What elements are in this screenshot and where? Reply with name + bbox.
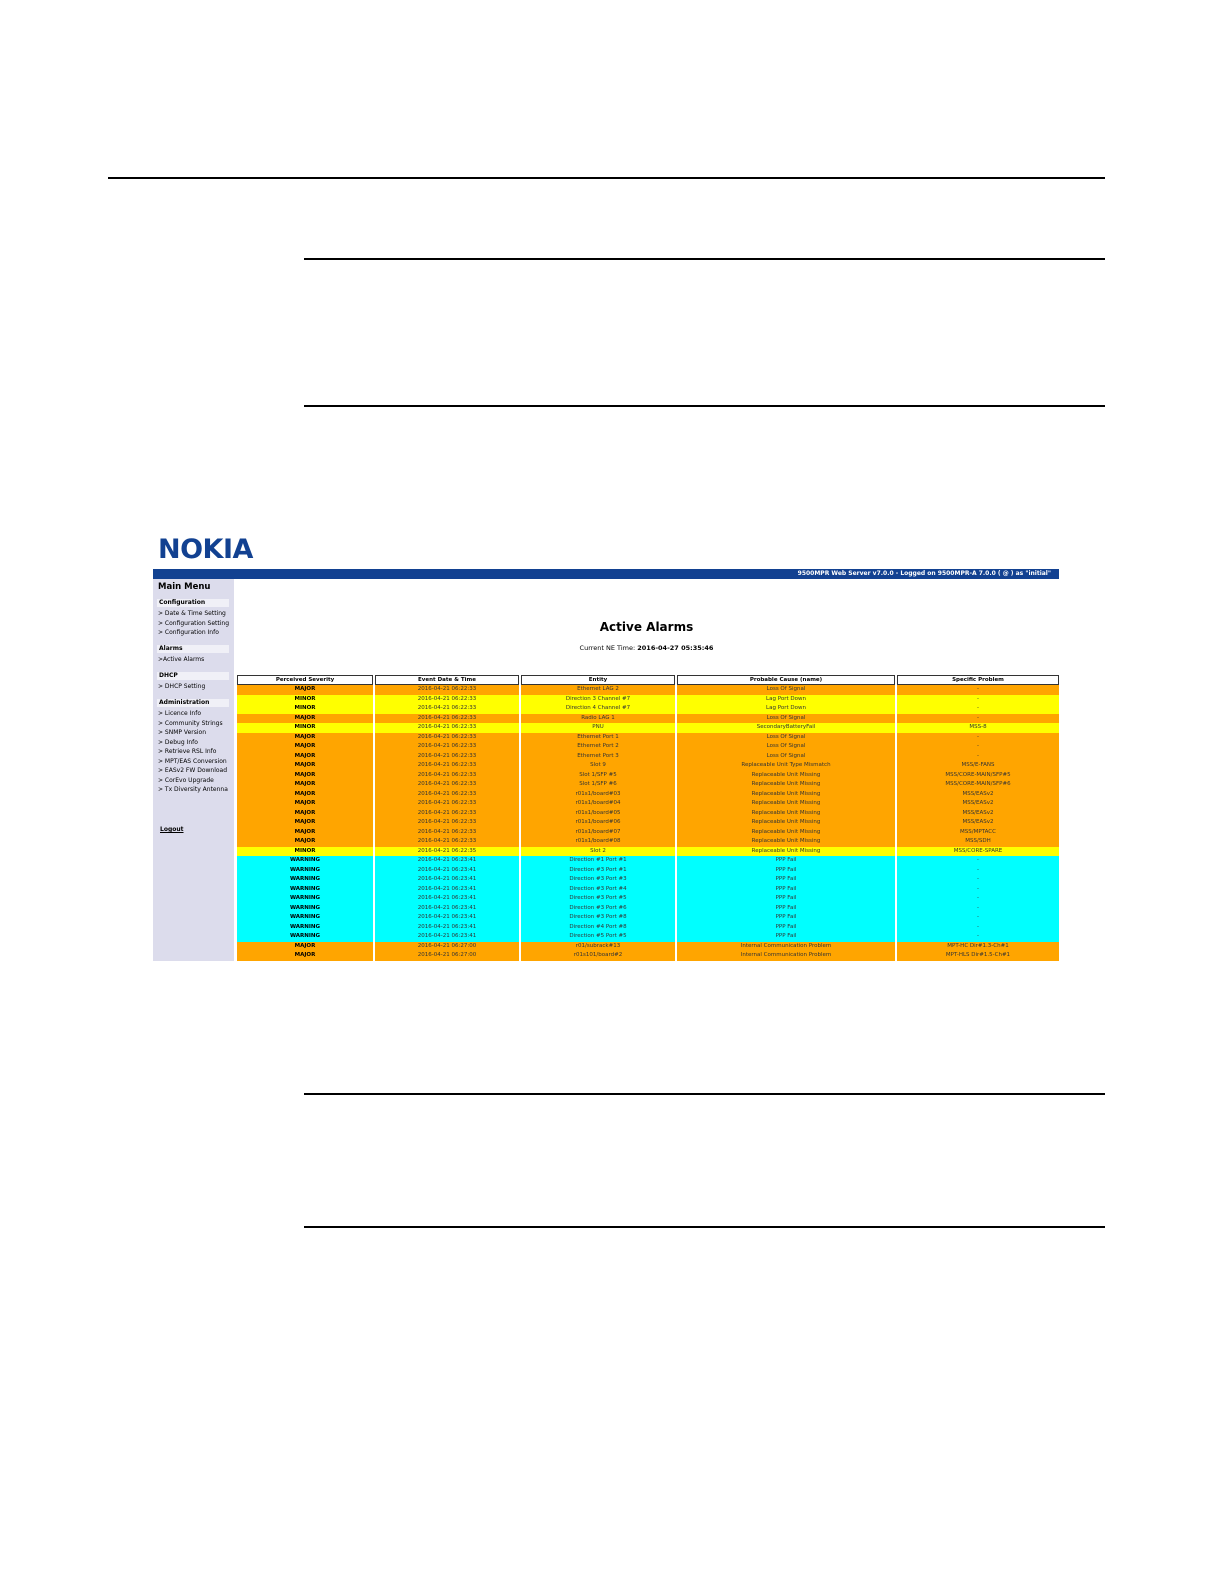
menu-tx-diversity-antenna[interactable]: > Tx Diversity Antenna [158,786,228,793]
probable-cause-cell: Loss Of Signal [677,714,895,724]
alarms-table-body [237,685,1059,961]
menu-licence-info[interactable]: > Licence Info [158,710,201,717]
entity-cell: PNU [521,723,675,733]
probable-cause-cell: Lag Port Down [677,704,895,714]
section-rule-3 [304,1093,1105,1095]
table-row[interactable] [237,856,1059,866]
probable-cause-cell: Lag Port Down [677,695,895,705]
specific-problem-cell: - [897,894,1059,904]
header-event-date-time[interactable]: Event Date & Time [375,675,519,685]
table-row[interactable] [237,742,1059,752]
menu-date-time-setting[interactable]: > Date & Time Setting [158,610,226,617]
specific-problem-cell: MSS/SDH [897,837,1059,847]
event-time-cell: 2016-04-21 06:27:00 [375,951,519,961]
event-time-cell: 2016-04-21 06:27:00 [375,942,519,952]
event-time-cell: 2016-04-21 06:23:41 [375,894,519,904]
event-time-cell: 2016-04-21 06:23:41 [375,923,519,933]
entity-cell: Slot 9 [521,761,675,771]
entity-cell: Direction #4 Port #8 [521,923,675,933]
main-menu-title: Main Menu [158,582,211,592]
event-time-cell: 2016-04-21 06:23:41 [375,913,519,923]
section-rule-2 [304,405,1105,407]
severity-cell: MAJOR [237,828,373,838]
table-row[interactable] [237,780,1059,790]
entity-cell: Ethernet Port 1 [521,733,675,743]
severity-cell: WARNING [237,904,373,914]
probable-cause-cell: PPP Fail [677,904,895,914]
nokia-logo: NOKIA [158,534,253,565]
event-time-cell: 2016-04-21 06:22:33 [375,771,519,781]
severity-cell: MINOR [237,695,373,705]
event-time-cell: 2016-04-21 06:23:41 [375,875,519,885]
severity-cell: MINOR [237,847,373,857]
table-row[interactable] [237,875,1059,885]
probable-cause-cell: Loss Of Signal [677,752,895,762]
event-time-cell: 2016-04-21 06:22:35 [375,847,519,857]
table-row[interactable] [237,885,1059,895]
header-entity[interactable]: Entity [521,675,675,685]
severity-cell: WARNING [237,913,373,923]
probable-cause-cell: Replaceable Unit Type Mismatch [677,761,895,771]
entity-cell: Direction #1 Port #1 [521,856,675,866]
specific-problem-cell: MSS/EASv2 [897,809,1059,819]
probable-cause-cell: PPP Fail [677,856,895,866]
page-header-rule [108,177,1105,179]
severity-cell: MAJOR [237,780,373,790]
menu-configuration-setting[interactable]: > Configuration Setting [158,619,230,627]
menu-corevo-upgrade[interactable]: > CorEvo Upgrade [158,776,214,784]
severity-cell: WARNING [237,894,373,904]
table-row[interactable] [237,913,1059,923]
event-time-cell: 2016-04-21 06:22:33 [375,723,519,733]
specific-problem-cell: MSS/EASv2 [897,799,1059,809]
probable-cause-cell: Loss Of Signal [677,685,895,695]
section-alarms: Alarms [157,645,229,653]
severity-cell: MAJOR [237,685,373,695]
table-row[interactable] [237,894,1059,904]
entity-cell: Ethernet Port 2 [521,742,675,752]
specific-problem-cell: MSS/MPTACC [897,828,1059,838]
specific-problem-cell: - [897,714,1059,724]
menu-mpt-eas-conversion[interactable]: > MPT/EAS Conversion [158,757,227,765]
severity-cell: WARNING [237,866,373,876]
header-probable-cause[interactable]: Probable Cause (name) [677,675,895,685]
severity-cell: MAJOR [237,742,373,752]
table-row[interactable] [237,799,1059,809]
severity-cell: MAJOR [237,951,373,961]
section-administration: Administration [157,699,229,707]
table-row[interactable] [237,752,1059,762]
menu-community-strings[interactable]: > Community Strings [158,719,223,727]
severity-cell: MAJOR [237,809,373,819]
event-time-cell: 2016-04-21 06:22:33 [375,818,519,828]
table-row[interactable] [237,866,1059,876]
specific-problem-cell: MSS/CORE-MAIN/SFP#5 [897,771,1059,781]
menu-easv2-fw-download[interactable]: > EASv2 FW Download [158,767,228,774]
probable-cause-cell: Replaceable Unit Missing [677,828,895,838]
entity-cell: Direction #3 Port #1 [521,866,675,876]
event-time-cell: 2016-04-21 06:23:41 [375,856,519,866]
severity-cell: MAJOR [237,837,373,847]
page-title: Active Alarms [599,620,694,634]
severity-cell: MAJOR [237,942,373,952]
entity-cell: Direction #3 Port #3 [521,875,675,885]
menu-configuration-info[interactable]: > Configuration Info [158,629,219,636]
ne-time-label: Current NE Time: [579,644,636,652]
severity-cell: MAJOR [237,771,373,781]
severity-cell: MAJOR [237,761,373,771]
event-time-cell: 2016-04-21 06:23:41 [375,932,519,942]
probable-cause-cell: Replaceable Unit Missing [677,790,895,800]
severity-cell: WARNING [237,885,373,895]
table-row[interactable] [237,733,1059,743]
specific-problem-cell: MSS/E-FANS [897,761,1059,771]
probable-cause-cell: Replaceable Unit Missing [677,799,895,809]
event-time-cell: 2016-04-21 06:22:33 [375,780,519,790]
probable-cause-cell: PPP Fail [677,932,895,942]
main-content [234,579,1059,961]
event-time-cell: 2016-04-21 06:23:41 [375,885,519,895]
probable-cause-cell: Internal Communication Problem [677,951,895,961]
probable-cause-cell: Replaceable Unit Missing [677,780,895,790]
menu-dhcp-setting[interactable]: > DHCP Setting [158,683,206,690]
probable-cause-cell: PPP Fail [677,866,895,876]
table-row[interactable] [237,771,1059,781]
probable-cause-cell: Replaceable Unit Missing [677,809,895,819]
specific-problem-cell: - [897,704,1059,714]
table-row[interactable] [237,951,1059,961]
specific-problem-cell: - [897,885,1059,895]
entity-cell: Direction 3 Channel #7 [521,695,675,705]
severity-cell: MAJOR [237,818,373,828]
probable-cause-cell: PPP Fail [677,923,895,933]
probable-cause-cell: Replaceable Unit Missing [677,818,895,828]
menu-active-alarms[interactable]: >Active Alarms [158,656,205,663]
table-row[interactable] [237,714,1059,724]
probable-cause-cell: SecondaryBatteryFail [677,723,895,733]
event-time-cell: 2016-04-21 06:23:41 [375,866,519,876]
table-row[interactable] [237,932,1059,942]
event-time-cell: 2016-04-21 06:22:33 [375,695,519,705]
severity-cell: MINOR [237,723,373,733]
table-row[interactable] [237,704,1059,714]
table-row[interactable] [237,923,1059,933]
event-time-cell: 2016-04-21 06:22:33 [375,685,519,695]
table-row[interactable] [237,942,1059,952]
event-time-cell: 2016-04-21 06:22:33 [375,704,519,714]
severity-cell: MAJOR [237,733,373,743]
table-row[interactable] [237,790,1059,800]
section-rule-4 [304,1226,1105,1228]
table-header-row [237,675,1059,685]
entity-cell: Direction #3 Port #5 [521,894,675,904]
severity-cell: MAJOR [237,714,373,724]
table-row[interactable] [237,809,1059,819]
entity-cell: Direction #5 Port #5 [521,932,675,942]
menu-retrieve-rsl-info[interactable]: > Retrieve RSL Info [158,748,217,755]
entity-cell: Ethernet LAG 2 [521,685,675,695]
event-time-cell: 2016-04-21 06:22:33 [375,714,519,724]
specific-problem-cell: MSS/CORE-MAIN/SFP#6 [897,780,1059,790]
header-perceived-severity[interactable]: Perceived Severity [237,675,373,685]
table-row[interactable] [237,828,1059,838]
current-ne-time [234,644,1059,652]
specific-problem-cell: - [897,904,1059,914]
entity-cell: r01s1/board#03 [521,790,675,800]
entity-cell: Slot 1/SFP #6 [521,780,675,790]
severity-cell: MINOR [237,704,373,714]
table-row[interactable] [237,904,1059,914]
specific-problem-cell: - [897,913,1059,923]
entity-cell: Ethernet Port 3 [521,752,675,762]
specific-problem-cell: - [897,695,1059,705]
probable-cause-cell: Loss Of Signal [677,733,895,743]
specific-problem-cell: - [897,923,1059,933]
specific-problem-cell: MSS/EASv2 [897,790,1059,800]
header-specific-problem[interactable]: Specific Problem [897,675,1059,685]
section-configuration: Configuration [157,599,229,607]
entity-cell: Direction #3 Port #6 [521,904,675,914]
entity-cell: Direction #3 Port #8 [521,913,675,923]
entity-cell: r01s1/board#06 [521,818,675,828]
severity-cell: WARNING [237,932,373,942]
entity-cell: Direction 4 Channel #7 [521,704,675,714]
event-time-cell: 2016-04-21 06:22:33 [375,742,519,752]
entity-cell: Slot 2 [521,847,675,857]
section-dhcp: DHCP [157,672,229,680]
specific-problem-cell: - [897,733,1059,743]
web-server-screenshot [153,569,1059,961]
event-time-cell: 2016-04-21 06:22:33 [375,828,519,838]
probable-cause-cell: PPP Fail [677,875,895,885]
event-time-cell: 2016-04-21 06:22:33 [375,799,519,809]
specific-problem-cell: - [897,875,1059,885]
event-time-cell: 2016-04-21 06:22:33 [375,837,519,847]
section-rule-1 [304,258,1105,260]
specific-problem-cell: - [897,752,1059,762]
entity-cell: r01s1/board#04 [521,799,675,809]
specific-problem-cell: MSS/EASv2 [897,818,1059,828]
severity-cell: MAJOR [237,799,373,809]
severity-cell: MAJOR [237,790,373,800]
ne-time-value: 2016-04-27 05:35:46 [637,644,714,652]
table-row[interactable] [237,847,1059,857]
specific-problem-cell: MPT-HC Dir#1.3-Ch#1 [897,942,1059,952]
menu-snmp-version[interactable]: > SNMP Version [158,729,206,736]
event-time-cell: 2016-04-21 06:22:33 [375,790,519,800]
specific-problem-cell: - [897,932,1059,942]
probable-cause-cell: Internal Communication Problem [677,942,895,952]
top-status-bar: 9500MPR Web Server v7.0.0 - Logged on 9500MPR-A 7.0.0 ( @ ) as "initial" [153,569,1059,579]
menu-debug-info[interactable]: > Debug Info [158,738,198,746]
event-time-cell: 2016-04-21 06:22:33 [375,761,519,771]
entity-cell: Slot 1/SFP #5 [521,771,675,781]
specific-problem-cell: - [897,866,1059,876]
severity-cell: WARNING [237,923,373,933]
probable-cause-cell: Loss Of Signal [677,742,895,752]
specific-problem-cell: MPT-HLS Dir#1.5-Ch#1 [897,951,1059,961]
entity-cell: r01s1/board#07 [521,828,675,838]
severity-cell: WARNING [237,875,373,885]
table-row[interactable] [237,723,1059,733]
event-time-cell: 2016-04-21 06:23:41 [375,904,519,914]
table-row[interactable] [237,818,1059,828]
entity-cell: r01s101/board#2 [521,951,675,961]
specific-problem-cell: MSS/CORE-SPARE [897,847,1059,857]
table-row[interactable] [237,685,1059,695]
logout-link[interactable]: Logout [160,826,184,833]
entity-cell: r01s1/board#08 [521,837,675,847]
specific-problem-cell: - [897,742,1059,752]
severity-cell: MAJOR [237,752,373,762]
table-row[interactable] [237,837,1059,847]
table-row[interactable] [237,695,1059,705]
specific-problem-cell: MSS-8 [897,723,1059,733]
alarms-table [235,675,1059,961]
specific-problem-cell: - [897,856,1059,866]
entity-cell: r01/subrack#13 [521,942,675,952]
probable-cause-cell: PPP Fail [677,913,895,923]
entity-cell: Radio LAG 1 [521,714,675,724]
probable-cause-cell: PPP Fail [677,894,895,904]
entity-cell: Direction #3 Port #4 [521,885,675,895]
event-time-cell: 2016-04-21 06:22:33 [375,733,519,743]
probable-cause-cell: PPP Fail [677,885,895,895]
table-row[interactable] [237,761,1059,771]
probable-cause-cell: Replaceable Unit Missing [677,837,895,847]
probable-cause-cell: Replaceable Unit Missing [677,847,895,857]
specific-problem-cell: - [897,685,1059,695]
sidebar [153,579,234,961]
severity-cell: WARNING [237,856,373,866]
entity-cell: r01s1/board#05 [521,809,675,819]
event-time-cell: 2016-04-21 06:22:33 [375,752,519,762]
probable-cause-cell: Replaceable Unit Missing [677,771,895,781]
event-time-cell: 2016-04-21 06:22:33 [375,809,519,819]
